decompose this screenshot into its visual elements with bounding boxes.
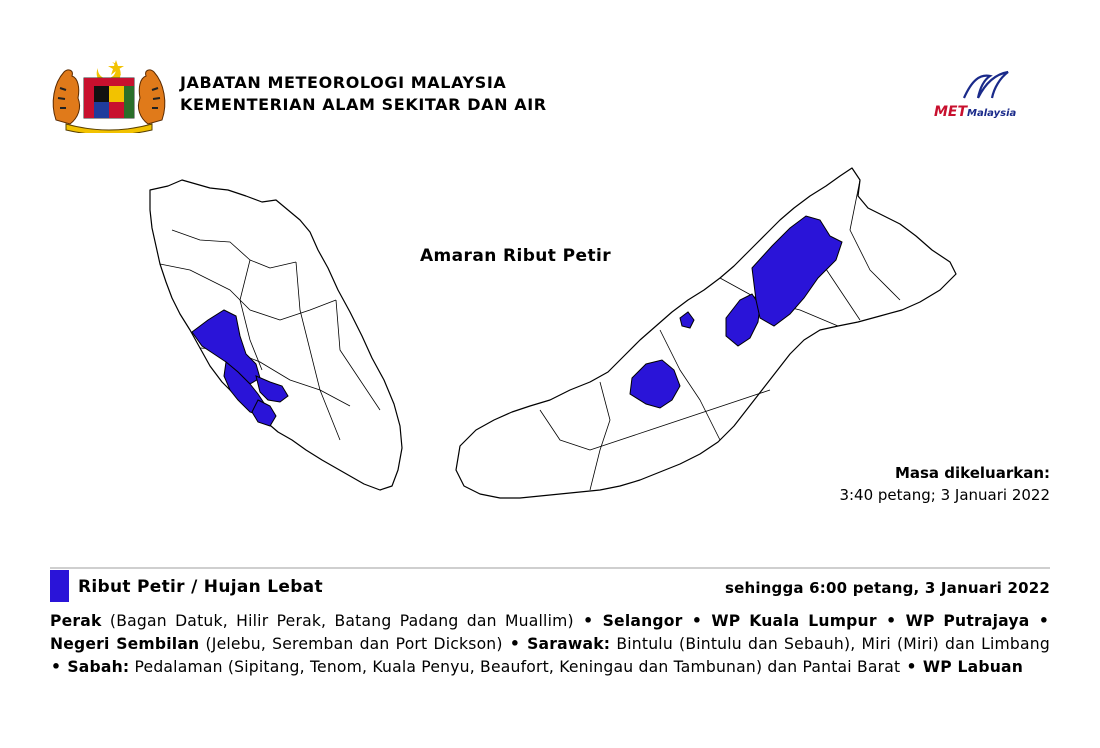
area-detail xyxy=(877,612,885,630)
area-detail xyxy=(1029,612,1037,630)
met-malaysia-logo xyxy=(934,70,1044,120)
met-swoosh-icon xyxy=(954,70,1014,102)
area-state: WP Putrajaya xyxy=(905,612,1030,630)
org-line-2: KEMENTERIAN ALAM SEKITAR DAN AIR xyxy=(180,95,547,114)
area-state: WP Kuala Lumpur xyxy=(711,612,877,630)
area-state: Sarawak: xyxy=(527,635,611,653)
organization-name xyxy=(180,72,547,116)
area-separator: • xyxy=(691,612,703,630)
area-state: Perak xyxy=(50,612,102,630)
area-separator: • xyxy=(1038,612,1049,630)
valid-until: sehingga 6:00 petang, 3 Januari 2022 xyxy=(724,579,1050,597)
area-separator: • xyxy=(886,612,897,630)
org-line-1: JABATAN METEOROLOGI MALAYSIA xyxy=(180,73,507,92)
area-separator: • xyxy=(509,635,520,653)
map-title: Amaran Ribut Petir xyxy=(420,246,611,266)
issued-time xyxy=(839,462,1050,506)
area-detail: Bintulu (Bintulu dan Sebauh), Miri (Miri) dan Limbang xyxy=(610,635,1050,653)
malaysia-coat-of-arms-icon xyxy=(48,58,170,133)
area-detail: Pedalaman (Sipitang, Tenom, Kuala Penyu, Beaufort, Keningau dan Tambunan) dan Pantai Barat xyxy=(129,658,906,676)
area-state: Sabah: xyxy=(67,658,130,676)
area-state: WP Labuan xyxy=(922,658,1024,676)
area-separator: • xyxy=(51,658,62,676)
divider xyxy=(50,567,1050,569)
issued-label: Masa dikeluarkan: xyxy=(894,464,1050,482)
met-logo-text: METMalaysia xyxy=(934,104,1017,120)
area-detail: (Bagan Datuk, Hilir Perak, Batang Padang dan Muallim) xyxy=(101,612,583,630)
area-detail xyxy=(683,612,691,630)
legend-swatch xyxy=(50,570,69,602)
malaysian-borneo xyxy=(456,168,956,498)
area-separator: • xyxy=(583,612,594,630)
area-separator: • xyxy=(906,658,917,676)
area-detail: (Jelebu, Seremban dan Port Dickson) xyxy=(199,635,509,653)
issued-value: 3:40 petang; 3 Januari 2022 xyxy=(839,486,1050,504)
area-state: Negeri Sembilan xyxy=(50,635,200,653)
area-state: Selangor xyxy=(602,612,683,630)
legend-label: Ribut Petir / Hujan Lebat xyxy=(78,577,323,597)
header xyxy=(48,58,1058,133)
peninsular-malaysia xyxy=(150,180,402,490)
affected-areas xyxy=(50,610,1050,679)
